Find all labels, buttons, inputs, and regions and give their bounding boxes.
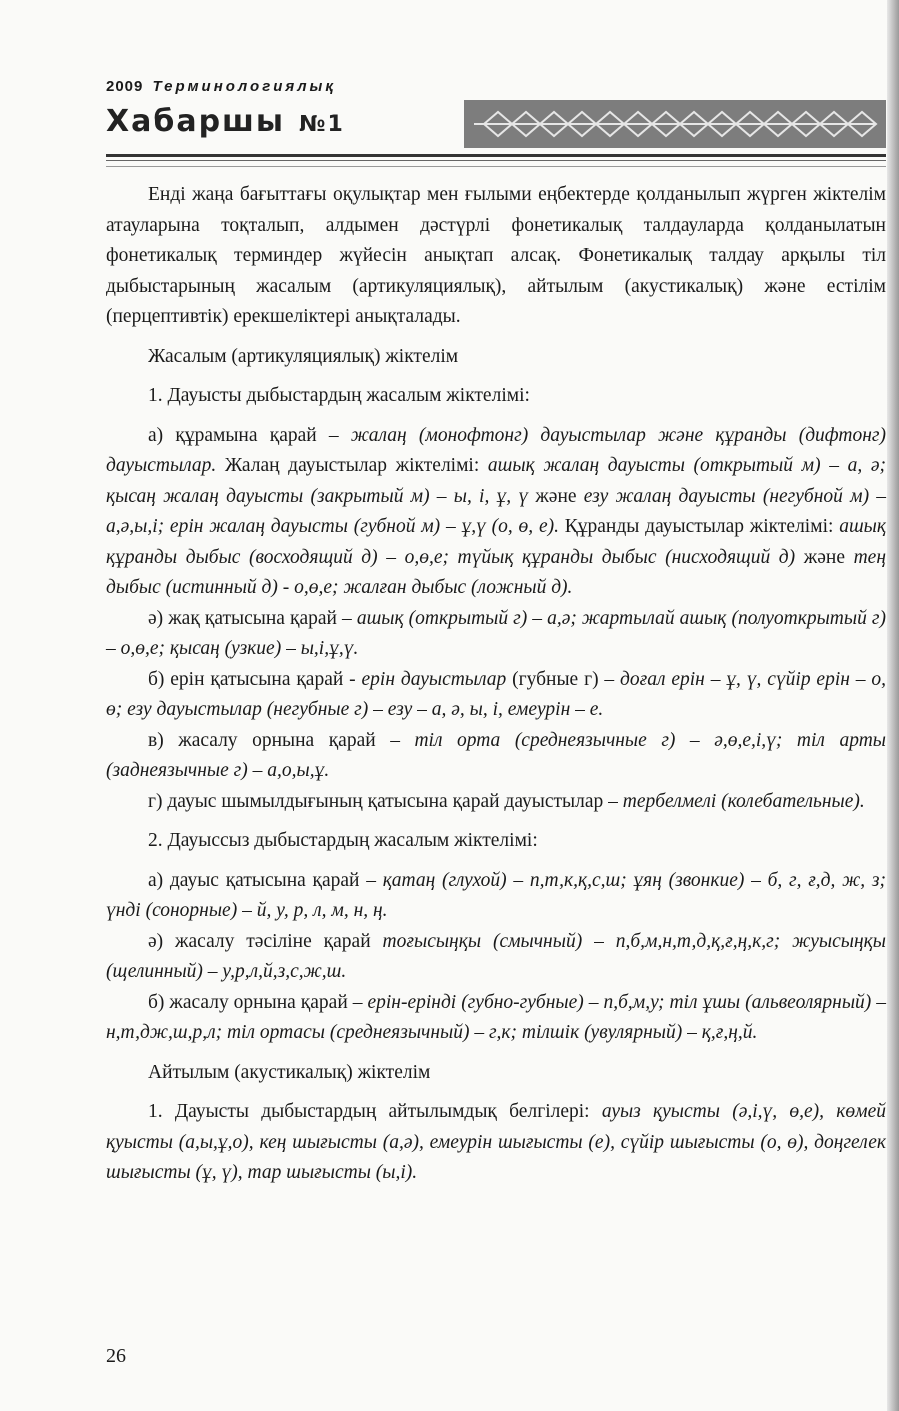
text-run: Енді жаңа бағыттағы оқулықтар мен ғылыми еңбектерде қолданылып жүрген жіктелім атауларына тоқталып, алдымен дәстүрлі фонетикалық талдауларда қолданылатын фонетикалық терминдер жүйесін анықтап алсақ. Фонетикалық талдау арқылы тіл дыбыстарының жасалым (артикуляциялық), айтылым (акустикалық) және естілім (перцептивтік) ерекшеліктері анықталады. bbox=[106, 184, 886, 327]
paragraph bbox=[106, 787, 886, 818]
text-run: және bbox=[795, 546, 854, 568]
article-body bbox=[106, 180, 886, 1189]
paragraph bbox=[106, 604, 886, 665]
journal-title bbox=[106, 104, 345, 139]
text-run: г) дауыс шымылдығының қатысына қарай дауыстылар – bbox=[148, 790, 623, 812]
text-run: және bbox=[528, 485, 584, 507]
italic-term: езу жалаң дауысты (негубной м) – а,ә,ы,і; ерін жалаң дауысты (губной м) – ұ,ү (о, ө, е). bbox=[106, 485, 887, 537]
header-rule-thin bbox=[106, 160, 886, 161]
paragraph bbox=[106, 927, 886, 988]
paragraph bbox=[106, 988, 886, 1049]
italic-term: тоғысыңқы (смычный) – п,б,м,н,т,д,қ,ғ,ң,к,г; жуысыңқы (щелинный) – у,р,л,й,з,с,ж,ш. bbox=[106, 930, 886, 982]
text-run: Жасалым (артикуляциялық) жіктелім bbox=[148, 345, 459, 367]
text-run: а) құрамына қарай – bbox=[148, 424, 351, 446]
text-run: Құранды дауыстылар жіктелімі: bbox=[558, 516, 840, 537]
text-run: б) ерін қатысына қарай - bbox=[148, 668, 362, 690]
text-run: ә) жасалу тәсіліне қарай bbox=[148, 930, 383, 952]
text-run: 2. Дауыссыз дыбыстардың жасалым жіктелімі: bbox=[148, 830, 538, 851]
ornament-band bbox=[464, 100, 886, 148]
text-run: ә) жақ қатысына қарай – bbox=[148, 607, 357, 629]
italic-term: жалаң (монофтонг) дауыстылар және құранды (дифтонг) дауыстылар. bbox=[106, 424, 887, 476]
italic-term: ашық құранды дыбыс (восходящий д) – о,ө,е; түйық құранды дыбыс (нисходящий д) bbox=[106, 516, 886, 568]
header-year: 2009 bbox=[106, 78, 144, 95]
text-run: (губные г) – bbox=[506, 668, 621, 690]
italic-term: тербелмелі (колебательные). bbox=[622, 790, 865, 812]
text-run: 1. Дауысты дыбыстардың жасалым жіктелімі: bbox=[148, 385, 530, 406]
text-run: а) дауыс қатысына қарай – bbox=[148, 869, 383, 891]
page-number: 26 bbox=[106, 1345, 126, 1367]
paragraph bbox=[106, 866, 886, 927]
paragraph bbox=[106, 665, 886, 726]
paragraph bbox=[106, 421, 886, 604]
section-heading bbox=[106, 381, 886, 412]
italic-term: тіл орта (среднеязычные г) – ә,ө,е,і,ү; тіл арты (заднеязычные г) – а,о,ы,ұ. bbox=[106, 729, 886, 781]
text-run: 1. Дауысты дыбыстардың айтылымдық белгілері: bbox=[148, 1101, 602, 1122]
issue-number: №1 bbox=[299, 112, 345, 137]
italic-term: қатаң (глухой) – п,т,к,қ,с,ш; ұяң (звонкие) – б, г, ғ,д, ж, з; үнді (сонорные) – й, у, р, л, м, н, ң. bbox=[106, 869, 886, 921]
italic-term: ерін-ерінді (губно-губные) – п,б,м,у; тіл ұшы (альвеолярный) – н,т,дж,ш,р,л; тіл ортасы (среднеязычный) – г,к; тілшік (увулярный) – қ,ғ,ң,й. bbox=[106, 991, 887, 1043]
header-magazine-name: Терминологиялық bbox=[152, 78, 336, 95]
header-rule-thick bbox=[106, 154, 886, 157]
journal-title-text: Хабаршы bbox=[106, 104, 286, 139]
section-heading bbox=[106, 342, 886, 373]
text-run: Айтылым (акустикалық) жіктелім bbox=[148, 1061, 431, 1083]
section-heading bbox=[106, 1058, 886, 1089]
running-header bbox=[106, 78, 336, 95]
paragraph bbox=[106, 1097, 886, 1189]
paragraph bbox=[106, 180, 886, 333]
section-heading bbox=[106, 826, 886, 857]
journal-title-bar bbox=[104, 100, 886, 148]
italic-term: ашық (открытый г) – а,ә; жартылай ашық (полуоткрытый г) – о,ө,е; қысаң (узкие) – ы,і,ұ,ү. bbox=[106, 607, 886, 659]
ornament-pattern-icon bbox=[464, 100, 886, 148]
header-rule-hairline bbox=[106, 166, 886, 167]
italic-term: тең дыбыс (истинный д) - о,ө,е; жалған дыбыс (ложный д). bbox=[106, 546, 886, 598]
page-edge-shadow bbox=[887, 0, 899, 1411]
paragraph bbox=[106, 726, 886, 787]
text-run: в) жасалу орнына қарай – bbox=[148, 729, 415, 751]
text-run: б) жасалу орнына қарай – bbox=[148, 991, 368, 1013]
text-run: Жалаң дауыстылар жіктелімі: bbox=[216, 455, 488, 476]
italic-term: ауыз қуысты (ә,і,ү, ө,е), көмей қуысты (а,ы,ұ,о), кең шығысты (а,ә), емеурін шығысты (е), сүйір шығысты (о, ө), доңгелек шығысты (ұ, ү), тар шығысты (ы,і). bbox=[106, 1101, 887, 1183]
italic-term: доғал ерін – ұ, ү, сүйір ерін – о, ө; езу дауыстылар (негубные г) – езу – а, ә, ы, і, емеурін – е. bbox=[106, 668, 887, 720]
italic-term: ашық жалаң дауысты (открытый м) – а, ә; қысаң жалаң дауысты (закрытый м) – ы, і, ұ, ү bbox=[106, 455, 886, 507]
italic-term: ерін дауыстылар bbox=[361, 668, 507, 690]
